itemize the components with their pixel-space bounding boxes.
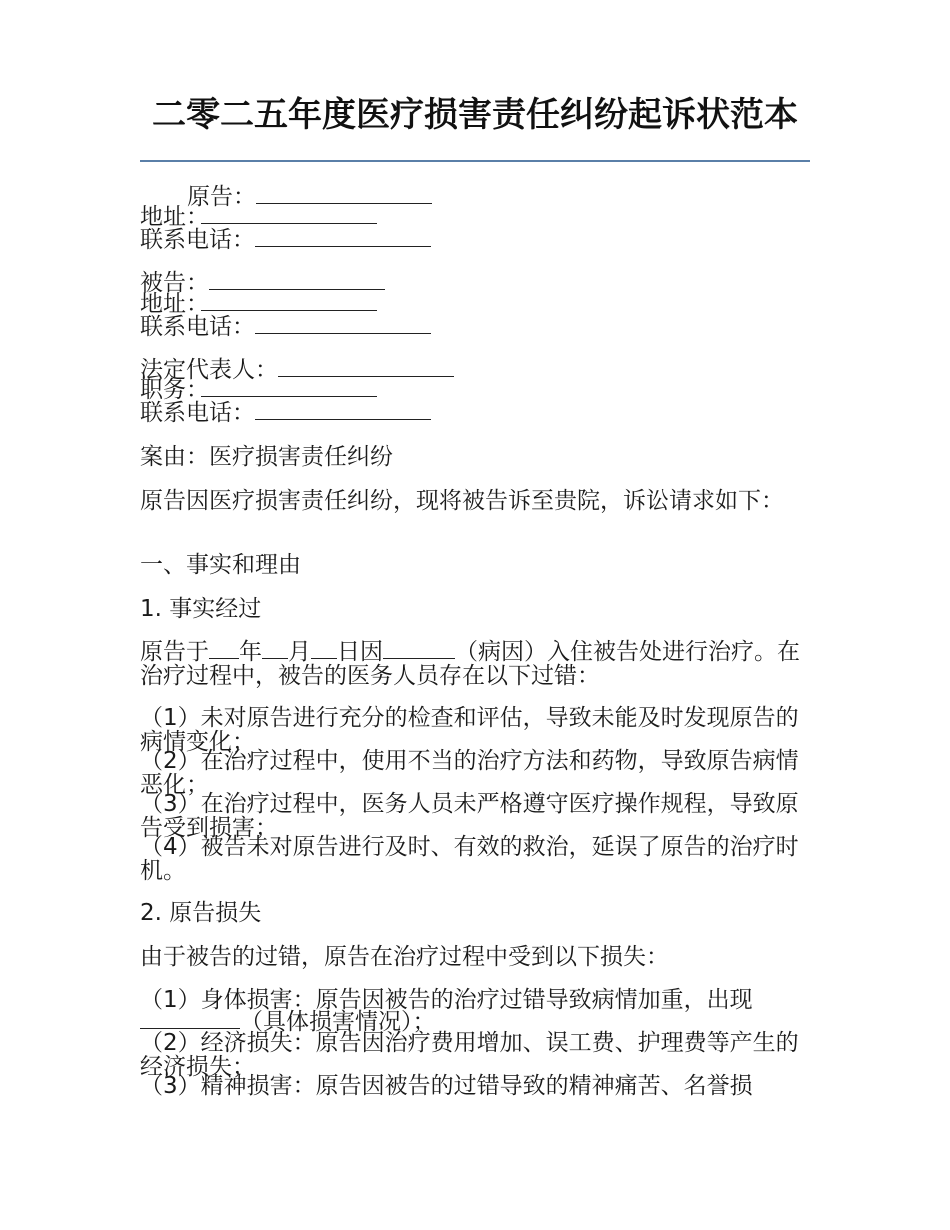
loss-intro: 由于被告的过错，原告在治疗过程中受到以下损失： — [140, 944, 669, 970]
legal-rep-label: 法定代表人： — [140, 357, 278, 383]
defendant-address-label: 地址： — [140, 291, 209, 317]
loss-item: （2）经济损失：原告因治疗费用增加、误工费、护理费等产生的经济损失； — [140, 1030, 799, 1080]
fact-year: 年 — [239, 639, 262, 665]
fault-item: （2）在治疗过程中，使用不当的治疗方法和药物，导致原告病情恶化； — [140, 748, 799, 798]
plaintiff-blank — [256, 187, 432, 204]
section-facts-reasons: 一、事实和理由 — [140, 552, 301, 578]
fact-rest: （病因）入住被告处进行治疗。在治疗过程中，被告的医务人员存在以下过错： — [140, 639, 800, 689]
position-line — [140, 378, 377, 402]
fault-item: （3）在治疗过程中，医务人员未严格遵守医疗操作规程，导致原告受到损害； — [140, 791, 799, 841]
defendant-phone-line — [140, 315, 431, 339]
fact-day: 日因 — [337, 639, 383, 665]
fact-month: 月 — [288, 639, 311, 665]
year-blank — [209, 642, 239, 659]
defendant-phone-label: 联系电话： — [140, 314, 255, 340]
position-label: 职务： — [140, 377, 209, 403]
fault-item: （1）未对原告进行充分的检查和评估，导致未能及时发现原告的病情变化； — [140, 705, 799, 755]
plaintiff-phone-blank — [255, 230, 431, 247]
document-title: 二零二五年度医疗损害责任纠纷起诉状范本 — [152, 95, 798, 135]
loss-item: （1）身体损害：原告因被告的治疗过错导致病情加重，出现 — [140, 987, 753, 1013]
illness-blank — [383, 642, 455, 659]
defendant-address-line — [140, 292, 377, 316]
defendant-address-blank — [201, 294, 377, 311]
fault-item: （4）被告未对原告进行及时、有效的救治，延误了原告的治疗时机。 — [140, 834, 799, 884]
plaintiff-phone-label: 联系电话： — [140, 227, 255, 253]
rep-phone-line — [140, 401, 431, 425]
legal-rep-blank — [278, 360, 454, 377]
case-cause: 案由：医疗损害责任纠纷 — [140, 444, 393, 470]
loss-item: （3）精神损害：原告因被告的过错导致的精神痛苦、名誉损 — [140, 1073, 753, 1099]
plaintiff-address-label: 地址： — [140, 204, 209, 230]
section-plaintiff-loss: 2. 原告损失 — [140, 900, 262, 926]
damage-detail-blank — [140, 1012, 240, 1029]
fact-lead: 原告于 — [140, 639, 209, 665]
loss-detail-text: （具体损害情况）； — [240, 1009, 436, 1035]
month-blank — [262, 642, 288, 659]
position-blank — [201, 380, 377, 397]
defendant-label: 被告： — [140, 270, 209, 296]
claim-intro: 原告因医疗损害责任纠纷，现将被告诉至贵院，诉讼请求如下： — [140, 488, 784, 514]
fact-paragraph — [140, 640, 810, 688]
title-divider — [140, 160, 810, 162]
defendant-phone-blank — [255, 317, 431, 334]
section-fact-process: 1. 事实经过 — [140, 596, 262, 622]
day-blank — [311, 642, 337, 659]
defendant-blank — [209, 273, 385, 290]
plaintiff-address-blank — [201, 207, 377, 224]
rep-phone-label: 联系电话： — [140, 400, 255, 426]
plaintiff-address-line — [140, 205, 377, 229]
plaintiff-label: 原告： — [187, 184, 256, 210]
rep-phone-blank — [255, 403, 431, 420]
plaintiff-phone-line — [140, 228, 431, 252]
